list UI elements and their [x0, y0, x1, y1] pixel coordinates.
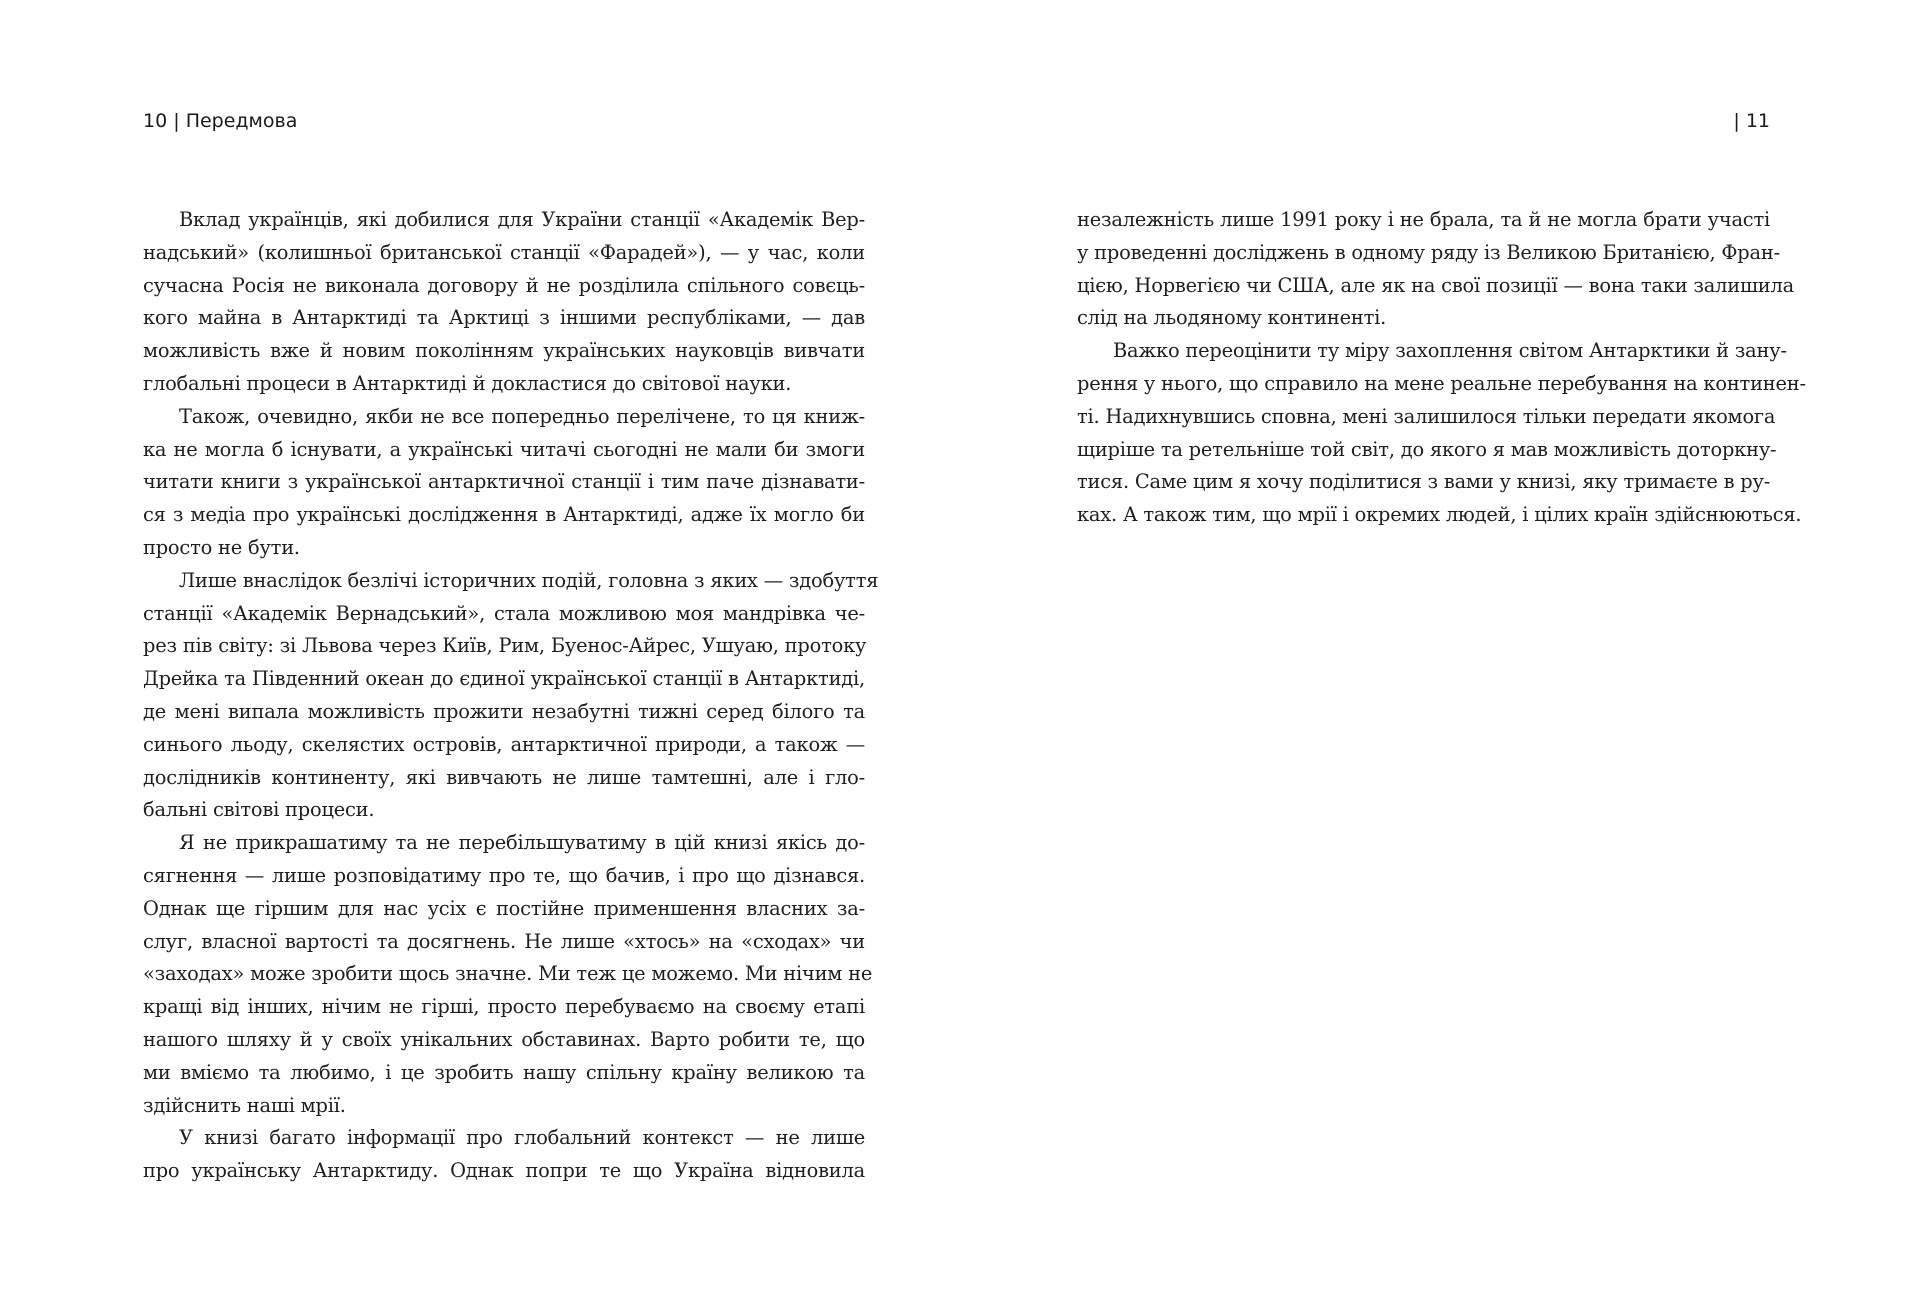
text-line: ті. Надихнувшись сповна, мені залишилося тільки передати якомога: [1077, 404, 1776, 428]
text-line: щиріше та ретельніше той світ, до якого я мав можливість доторкну-: [1077, 437, 1777, 461]
text-line: рез пів світу: зі Львова через Київ, Рим, Буенос-Айрес, Ушуаю, протоку: [143, 634, 867, 658]
text-line: Також, очевидно, якби не все попередньо перелічене, то ця книж-: [179, 404, 865, 428]
text-line: читати книги з української антарктичної станції і тим паче дізнавати-: [143, 470, 865, 494]
right-page-body: [1077, 204, 1806, 532]
text-line: кращі від інших, нічим не гірші, просто перебуваємо на своєму етапі: [143, 995, 865, 1019]
text-line: тися. Саме цим я хочу поділитися з вами у книзі, яку тримаєте в ру-: [1077, 470, 1771, 494]
left-page-number: 10: [143, 110, 168, 132]
text-line: Однак ще гіршим для нас усіх є постійне применшення власних за-: [143, 896, 865, 920]
text-line: слід на льодяному континенті.: [1077, 306, 1387, 330]
paragraph: [143, 827, 873, 1122]
text-line: Я не прикрашатиму та не перебільшуватиму в цій книзі якісь до-: [179, 831, 865, 855]
text-line: Вклад українців, які добилися для України станції «Академік Вер-: [179, 208, 865, 231]
text-line: де мені випала можливість прожити незабутні тижні серед білого та: [143, 699, 865, 723]
paragraph: [143, 1122, 865, 1188]
paragraph: [143, 565, 879, 827]
text-line: дослідників континенту, які вивчають не лише тамтешні, але і гло-: [143, 765, 865, 789]
text-line: слуг, власної вартості та досягнень. Не лише «хтось» на «сходах» чи: [143, 929, 865, 953]
text-line: ми вміємо та любимо, і це зробить нашу спільну країну великою та: [143, 1060, 865, 1084]
left-header-separator: |: [173, 110, 180, 132]
right-page-number: 11: [1745, 110, 1770, 132]
text-line: надський» (колишньої британської станції «Фарадей»), — у час, коли: [143, 240, 865, 264]
text-line: сучасна Росія не виконала договору й не розділила спільного совєць-: [143, 273, 865, 297]
text-line: рення у нього, що справило на мене реальне перебування на континен-: [1077, 371, 1806, 395]
text-line: синього льоду, скелястих островів, антарктичної природи, а також —: [143, 732, 865, 756]
text-line: «заходах» може зробити щось значне. Ми теж це можемо. Ми нічим не: [143, 962, 873, 986]
text-line: здійснить наші мрії.: [143, 1093, 346, 1117]
right-page: [960, 0, 1920, 1302]
text-line: станції «Академік Вернадський», стала можливою моя мандрівка че-: [143, 601, 865, 625]
paragraph: [1077, 204, 1795, 335]
text-line: глобальні процеси в Антарктиді й докластися до світової науки.: [143, 371, 792, 395]
text-line: Дрейка та Південний океан до єдиної української станції в Антарктиді,: [143, 667, 865, 691]
text-line: ка не могла б існувати, а українські читачі сьогодні не мали би змоги: [143, 437, 865, 461]
text-line: бальні світові процеси.: [143, 798, 375, 822]
text-line: кого майна в Антарктиді та Арктиці з іншими республіками, — дав: [143, 306, 865, 330]
text-line: нашого шляху й у своїх унікальних обставинах. Варто робити те, що: [143, 1027, 865, 1051]
paragraph: [143, 204, 865, 401]
text-line: незалежність лише 1991 року і не брала, та й не могла брати участі: [1077, 208, 1770, 231]
left-header-title: Передмова: [185, 110, 298, 132]
text-line: ках. А також тим, що мрії і окремих людей, і цілих країн здійснюються.: [1077, 503, 1802, 527]
right-header-separator: |: [1733, 110, 1740, 132]
left-page-body: [143, 204, 879, 1188]
text-line: ся з медіа про українські дослідження в Антарктиді, адже їх могло би: [143, 503, 865, 527]
text-line: Лише внаслідок безлічі історичних подій, головна з яких — здобуття: [179, 568, 879, 592]
text-line: цією, Норвегією чи США, але як на свої позиції — вона таки залишила: [1077, 273, 1795, 297]
paragraph: [1077, 335, 1806, 532]
right-running-head: [1733, 108, 1770, 134]
paragraph: [143, 401, 865, 565]
left-running-head: [143, 108, 297, 134]
text-line: У книзі багато інформації про глобальний контекст — не лише: [179, 1126, 865, 1150]
text-line: про українську Антарктиду. Однак попри те що Україна відновила: [143, 1159, 865, 1183]
text-line: можливість вже й новим поколінням українських науковців вивчати: [143, 339, 865, 363]
text-line: у проведенні досліджень в одному ряду із Великою Британією, Фран-: [1077, 240, 1780, 264]
text-line: просто не бути.: [143, 535, 300, 559]
text-line: сягнення — лише розповідатиму про те, що бачив, і про що дізнався.: [143, 863, 865, 887]
text-line: Важко переоцінити ту міру захоплення світом Антарктики й зану-: [1113, 339, 1787, 363]
